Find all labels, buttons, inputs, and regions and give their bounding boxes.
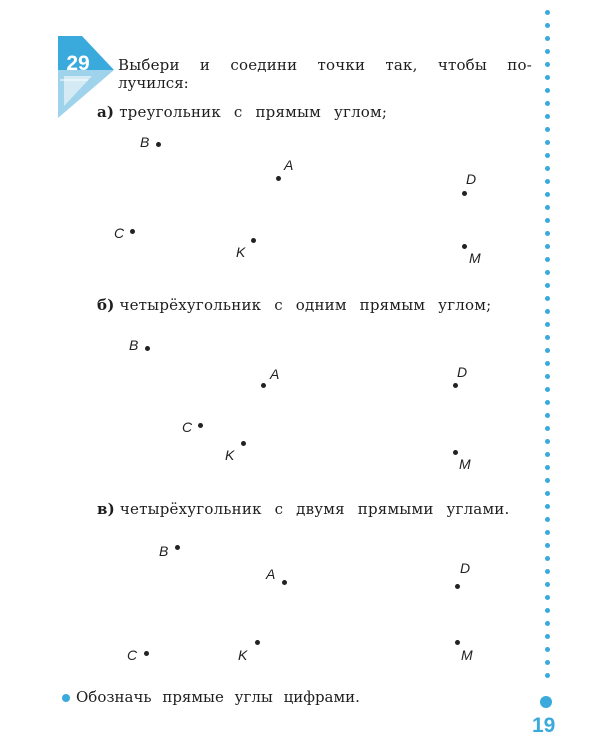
margin-dot xyxy=(545,270,550,275)
margin-dot xyxy=(545,101,550,106)
margin-dot xyxy=(545,478,550,483)
point-label: A xyxy=(284,157,294,173)
margin-dot xyxy=(545,530,550,535)
point-label: B xyxy=(159,543,169,559)
point-a-K[interactable] xyxy=(251,238,256,243)
point-label: M xyxy=(461,647,473,663)
margin-dot xyxy=(545,231,550,236)
point-label: D xyxy=(457,364,468,380)
instruction-text-continued: лучился: xyxy=(118,74,189,92)
margin-dot xyxy=(545,413,550,418)
margin-dot xyxy=(545,361,550,366)
margin-dot xyxy=(545,504,550,509)
margin-dot xyxy=(545,452,550,457)
margin-dot xyxy=(545,556,550,561)
instruction-text: Выбери и соедини точки так, чтобы по- xyxy=(118,56,532,74)
margin-dot xyxy=(545,166,550,171)
point-a-M[interactable] xyxy=(462,244,467,249)
point-c-C[interactable] xyxy=(144,651,149,656)
margin-dot xyxy=(545,62,550,67)
margin-dot xyxy=(545,400,550,405)
point-label: C xyxy=(114,225,125,241)
margin-dot xyxy=(545,23,550,28)
point-b-B[interactable] xyxy=(145,346,150,351)
point-label: C xyxy=(127,647,138,663)
margin-dot xyxy=(545,608,550,613)
margin-dot xyxy=(545,218,550,223)
point-a-D[interactable] xyxy=(462,191,467,196)
task-b-marker: б) xyxy=(97,296,115,314)
margin-dot xyxy=(545,309,550,314)
task-c-marker: в) xyxy=(97,500,115,518)
margin-dot xyxy=(545,660,550,665)
point-c-M[interactable] xyxy=(455,640,460,645)
point-c-K[interactable] xyxy=(255,640,260,645)
point-label: D xyxy=(466,171,477,187)
margin-dot xyxy=(545,153,550,158)
margin-dot xyxy=(545,244,550,249)
task-b xyxy=(97,296,491,314)
point-b-A[interactable] xyxy=(261,383,266,388)
task-a xyxy=(97,103,387,121)
margin-dot xyxy=(545,387,550,392)
point-b-C[interactable] xyxy=(198,423,203,428)
margin-dot xyxy=(545,257,550,262)
margin-dot xyxy=(545,296,550,301)
point-b-K[interactable] xyxy=(241,441,246,446)
note-text: Обозначь прямые углы цифрами. xyxy=(76,688,360,706)
page-number: 19 xyxy=(532,714,556,737)
point-c-A[interactable] xyxy=(282,580,287,585)
margin-dot xyxy=(545,673,550,678)
margin-dot xyxy=(545,517,550,522)
margin-dot xyxy=(545,439,550,444)
point-b-D[interactable] xyxy=(453,383,458,388)
margin-dot xyxy=(545,348,550,353)
margin-dotted-line xyxy=(543,10,553,690)
margin-dot xyxy=(545,569,550,574)
point-label: K xyxy=(238,647,248,663)
margin-dot xyxy=(545,335,550,340)
margin-dot xyxy=(545,88,550,93)
task-c xyxy=(97,500,509,518)
point-c-B[interactable] xyxy=(175,545,180,550)
point-label: B xyxy=(129,337,139,353)
margin-dot xyxy=(545,192,550,197)
margin-dot xyxy=(545,426,550,431)
margin-end-dot-icon xyxy=(540,696,552,708)
note-bullet-icon xyxy=(62,694,70,702)
point-c-D[interactable] xyxy=(455,584,460,589)
margin-dot xyxy=(545,49,550,54)
margin-dot xyxy=(545,205,550,210)
exercise-number: 29 xyxy=(66,52,90,75)
point-b-M[interactable] xyxy=(453,450,458,455)
margin-dot xyxy=(545,647,550,652)
margin-dot xyxy=(545,634,550,639)
task-a-text: треугольник с прямым углом; xyxy=(119,103,388,121)
margin-dot xyxy=(545,491,550,496)
margin-dot xyxy=(545,114,550,119)
point-label: B xyxy=(140,134,150,150)
point-a-B[interactable] xyxy=(156,142,161,147)
margin-dot xyxy=(545,179,550,184)
margin-dot xyxy=(545,374,550,379)
margin-dot xyxy=(545,465,550,470)
margin-dot xyxy=(545,36,550,41)
point-label: A xyxy=(266,566,276,582)
point-label: D xyxy=(460,560,471,576)
margin-dot xyxy=(545,283,550,288)
point-label: M xyxy=(469,250,481,266)
margin-dot xyxy=(545,595,550,600)
point-a-C[interactable] xyxy=(130,229,135,234)
margin-dot xyxy=(545,140,550,145)
point-label: K xyxy=(225,447,235,463)
point-label: K xyxy=(236,244,246,260)
margin-dot xyxy=(545,322,550,327)
task-a-marker: а) xyxy=(97,103,115,121)
point-a-A[interactable] xyxy=(276,176,281,181)
margin-dot xyxy=(545,582,550,587)
point-label: A xyxy=(270,366,280,382)
margin-dot xyxy=(545,75,550,80)
task-c-text: четырёхугольник с двумя прямыми углами. xyxy=(119,500,510,518)
margin-dot xyxy=(545,543,550,548)
task-b-text: четырёхугольник с одним прямым углом; xyxy=(119,296,492,314)
margin-dot xyxy=(545,127,550,132)
point-label: M xyxy=(459,456,471,472)
point-label: C xyxy=(182,419,193,435)
margin-dot xyxy=(545,10,550,15)
margin-dot xyxy=(545,621,550,626)
